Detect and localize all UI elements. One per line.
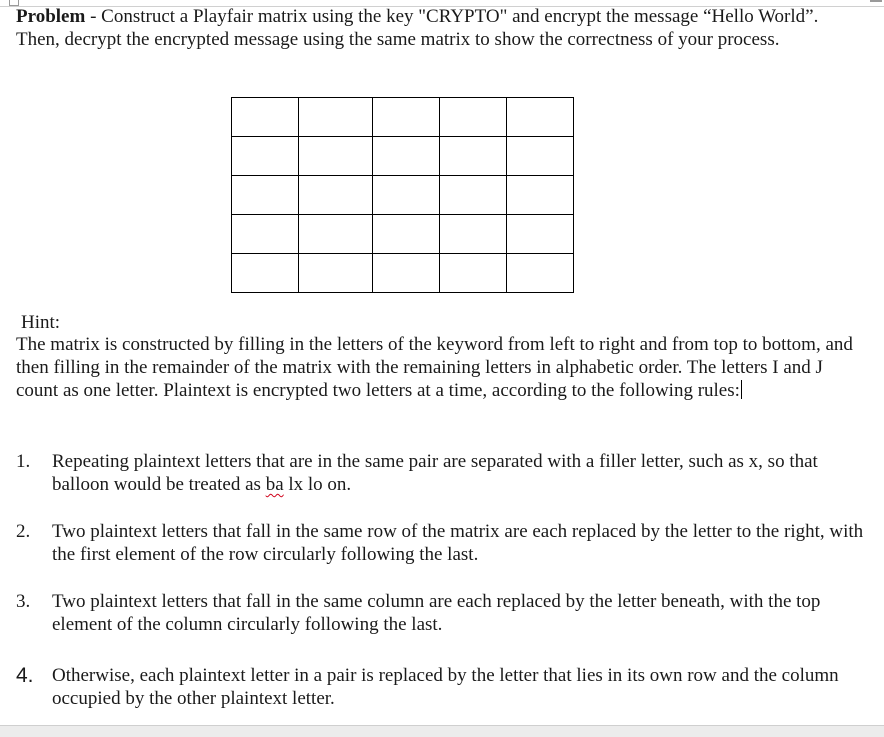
- rule-item-4: [16, 664, 866, 710]
- rule-text: Otherwise, each plaintext letter in a pair is replaced by the letter that lies in its own row and the column occupied by the other plaintext letter.: [52, 665, 839, 709]
- matrix-cell[interactable]: [299, 254, 373, 293]
- window-bottom-bar: [0, 725, 884, 737]
- matrix-cell[interactable]: [299, 215, 373, 254]
- rule-text: Two plaintext letters that fall in the same row of the matrix are each replaced by the letter to the right, with the first element of the row circularly following the last.: [52, 521, 864, 565]
- rule-number: 4.: [16, 664, 34, 687]
- page-corner-mark: [870, 0, 882, 2]
- rule-text-after: lx lo on.: [283, 474, 352, 495]
- problem-label: Problem: [16, 6, 86, 27]
- matrix-row: [232, 254, 574, 293]
- rule-number: 3.: [16, 591, 31, 612]
- matrix-cell[interactable]: [232, 215, 299, 254]
- rule-text-before: Repeating plaintext letters that are in the same pair are separated with a filler letter, such as x, so that balloon would be treated as: [52, 451, 818, 495]
- matrix-cell[interactable]: [440, 176, 507, 215]
- rule-item-2: [16, 520, 866, 566]
- matrix-cell[interactable]: [373, 98, 440, 137]
- matrix-cell[interactable]: [232, 254, 299, 293]
- matrix-row: [232, 176, 574, 215]
- matrix-cell[interactable]: [507, 98, 574, 137]
- matrix-cell[interactable]: [232, 137, 299, 176]
- matrix-cell[interactable]: [440, 98, 507, 137]
- rule-item-3: [16, 590, 866, 636]
- rule-text: Two plaintext letters that fall in the same column are each replaced by the letter beneath, with the top element of the column circularly following the last.: [52, 591, 821, 635]
- matrix-cell[interactable]: [507, 137, 574, 176]
- playfair-matrix-table[interactable]: [231, 97, 574, 293]
- hint-paragraph[interactable]: [16, 333, 862, 402]
- matrix-cell[interactable]: [232, 98, 299, 137]
- problem-text: - Construct a Playfair matrix using the key "CRYPTO" and encrypt the message “Hello World”. Then, decrypt the encrypted message using the same matrix to show the correctness of your process.: [16, 6, 819, 50]
- matrix-cell[interactable]: [373, 137, 440, 176]
- matrix-cell[interactable]: [299, 137, 373, 176]
- spelling-flagged-word[interactable]: ba: [265, 474, 284, 495]
- matrix-cell[interactable]: [440, 137, 507, 176]
- matrix-cell[interactable]: [507, 254, 574, 293]
- matrix-cell[interactable]: [373, 254, 440, 293]
- rule-number: 1.: [16, 451, 31, 472]
- hint-body-text: The matrix is constructed by filling in the letters of the keyword from left to right and from top to bottom, and then filling in the remainder of the matrix with the remaining letters in alphabetic order. The letters I and J count as one letter. Plaintext is encrypted two letters at a time, according to the following rules:: [16, 334, 853, 401]
- matrix-row: [232, 98, 574, 137]
- matrix-row: [232, 137, 574, 176]
- problem-statement: [16, 5, 862, 51]
- matrix-cell[interactable]: [299, 98, 373, 137]
- matrix-cell[interactable]: [299, 176, 373, 215]
- matrix-cell[interactable]: [507, 176, 574, 215]
- matrix-cell[interactable]: [373, 215, 440, 254]
- rule-text: [52, 450, 866, 496]
- rule-item-1: [16, 450, 866, 496]
- matrix-cell[interactable]: [440, 254, 507, 293]
- matrix-row: [232, 215, 574, 254]
- hint-heading: Hint:: [21, 312, 61, 333]
- matrix-cell[interactable]: [440, 215, 507, 254]
- rule-number: 2.: [16, 521, 31, 542]
- text-cursor: [741, 380, 742, 399]
- matrix-cell[interactable]: [232, 176, 299, 215]
- matrix-cell[interactable]: [373, 176, 440, 215]
- matrix-cell[interactable]: [507, 215, 574, 254]
